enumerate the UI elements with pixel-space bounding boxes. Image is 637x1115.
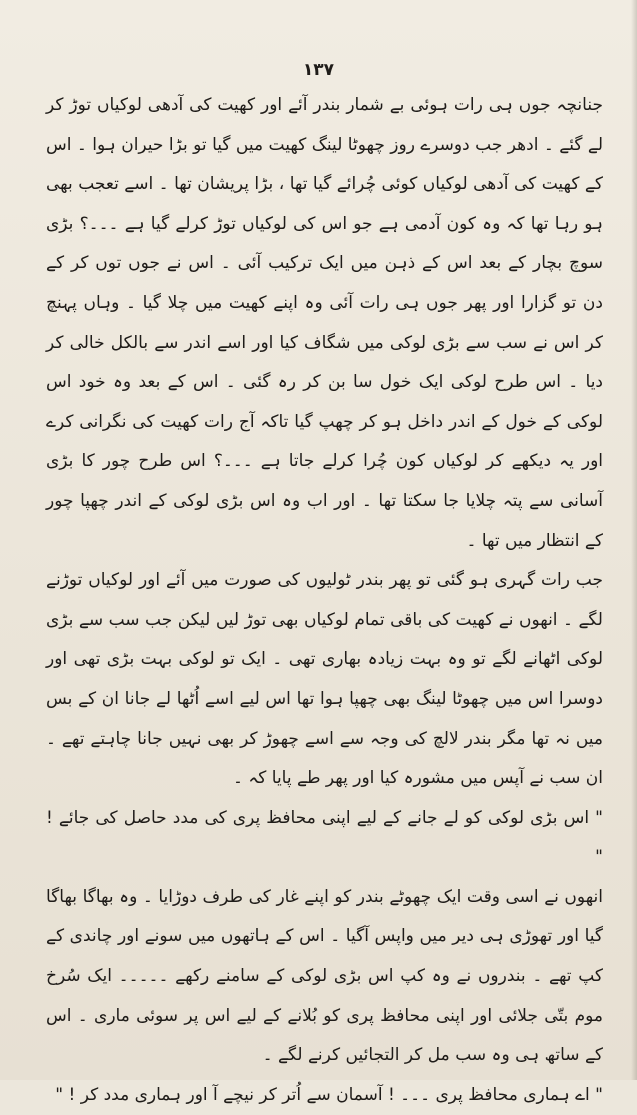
- page-number: ۱۳۷: [302, 60, 335, 80]
- story-paragraph-3: انھوں نے اسی وقت ایک چھوٹے بندر کو اپنے غار کی طرف دوڑایا ۔ وہ بھاگا بھاگا گیا اور تھوڑی ہی دیر میں واپس آگیا ۔ اس کے ہاتھوں میں سونے اور چاندی کے کپ تھے ۔ بندروں نے وہ کپ اس بڑی لوکی کے سامنے رکھے ۔۔۔۔۔ ایک سُرخ موم بتّی جلائی اور اپنی محافظ پری کو بُلانے کے لیے اس پر سوئی ماری ۔ اس کے ساتھ ہی وہ سب مل کر التجائیں کرنے لگے ۔: [46, 886, 603, 1066]
- story-quote-1: " اس بڑی لوکی کو لے جانے کے لیے اپنی محافظ پری کی مدد حاصل کی جائے ! ": [46, 807, 603, 868]
- story-quote-2: " اے ہماری محافظ پری ۔۔۔ ! آسمان سے اُتر کر نیچے آ اور ہماری مدد کر ! ": [55, 1084, 603, 1105]
- story-paragraph-2: جب رات گہری ہو گئی تو پھر بندر ٹولیوں کی صورت میں آئے اور لوکیاں توڑنے لگے ۔ انھوں نے کھیت کی باقی تمام لوکیاں بھی توڑ لیں لیکن جب سب سے بڑی لوکی اٹھانے لگے تو وہ بہت زیادہ بھاری تھی ۔ ایک تو لوکی بہت بڑی تھی اور دوسرا اس میں چھوٹا لینگ بھی چھپا ہوا تھا اس لیے اسے اُٹھا لے جانا ان کے بس میں نہ تھا مگر بندر لالچ کی وجہ سے اسے چھوڑ کر بھی نہیں جانا چاہتے تھے ۔ ان سب نے آپس میں مشورہ کیا اور پھر طے پایا کہ ۔: [46, 570, 603, 789]
- story-paragraph-1: جنانچہ جوں ہی رات ہوئی بے شمار بندر آئے اور کھیت کی آدھی لوکیاں توڑ کر لے گئے ۔ ادھر جب دوسرے روز چھوٹا لینگ کھیت میں گیا تو بڑا حیران ہوا ۔ اس کے کھیت کی آدھی لوکیاں کوئی چُرائے گیا تھا ، بڑا پریشان تھا ۔ اسے تعجب بھی ہو رہا تھا کہ وہ کون آدمی ہے جو اس کی لوکیاں توڑ کرلے گیا ہے ۔۔۔؟ بڑی سوچ بچار کے بعد اس کے ذہن میں ایک ترکیب آئی ۔ اس نے جوں توں کر کے دن تو گزارا اور پھر جوں ہی رات آئی وہ اپنے کھیت میں چلا گیا ۔ وہاں پہنچ کر اس نے سب سے بڑی لوکی میں شگاف کیا اور اسے اندر سے بالکل خالی کر دیا ۔ اس طرح لوکی ایک خول سا بن کر رہ گئی ۔ اس کے بعد وہ خود اس لوکی کے خول کے اندر داخل ہو کر چھپ گیا تاکہ آج رات کھیت کی نگرانی کرے اور یہ دیکھے کر لوکیاں کون چُرا کرلے جاتا ہے ۔۔۔؟ اس طرح چور کا بڑی آسانی سے پتہ چلایا جا سکتا تھا ۔ اور اب وہ اس بڑی لوکی کے اندر چھپا چور کے انتظار میں تھا ۔: [46, 95, 603, 551]
- story-text: [46, 86, 603, 1115]
